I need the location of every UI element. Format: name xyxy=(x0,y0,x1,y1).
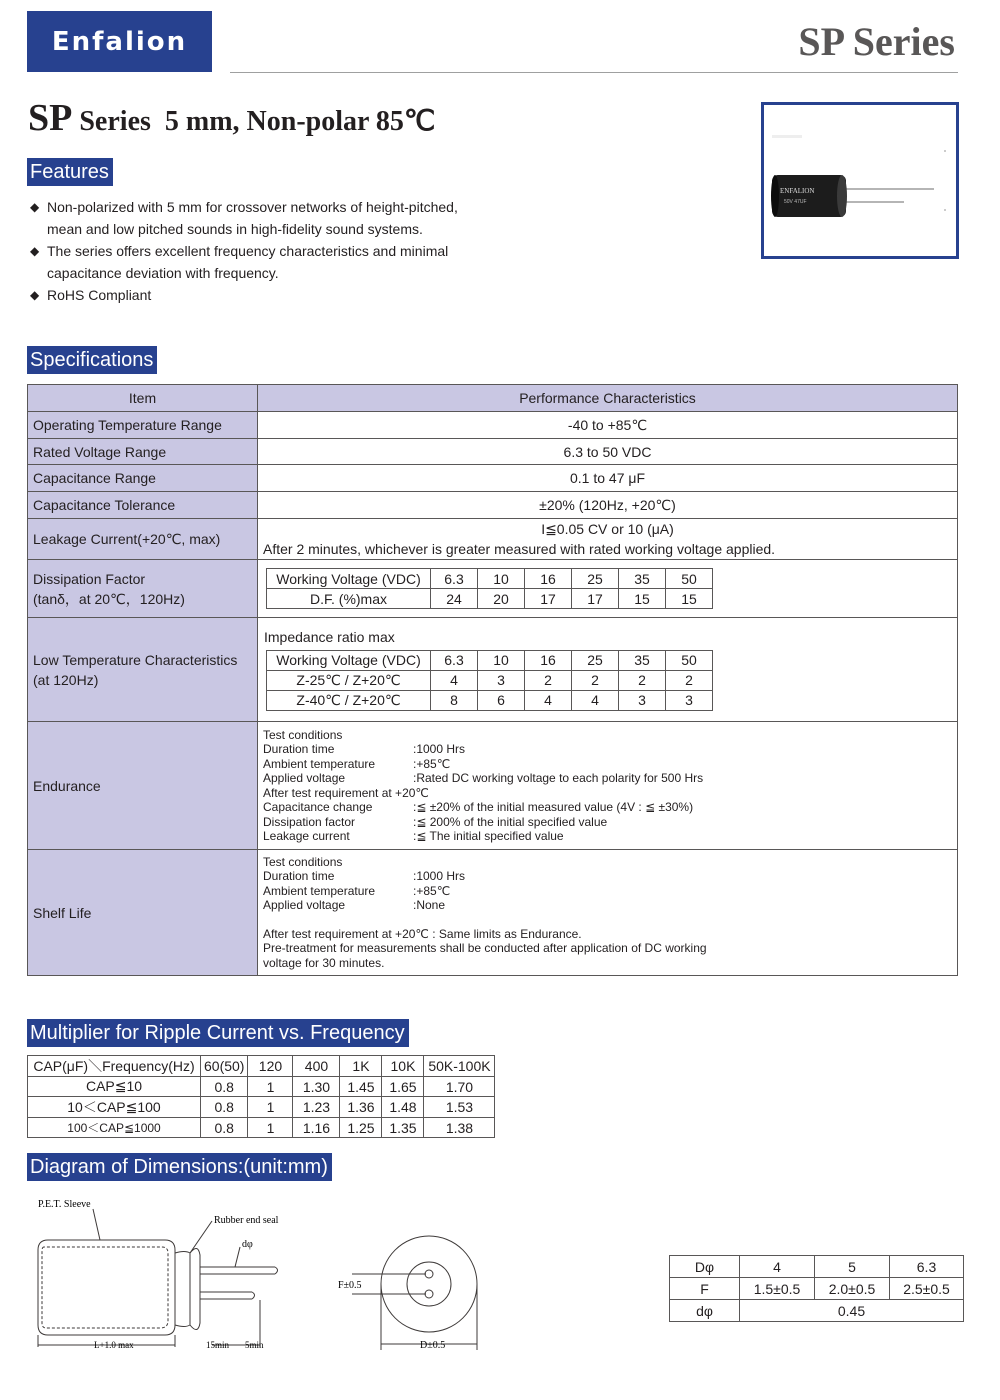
multiplier-cell: 1 xyxy=(248,1077,293,1097)
f-value-cell: 2.0±0.5 xyxy=(815,1278,890,1300)
operating-temp-value: -40 to +85℃ xyxy=(258,412,958,439)
dim-row xyxy=(670,1300,964,1322)
low-temp-label-line1: Low Temperature Characteristics xyxy=(33,651,238,668)
requirement-key: Capacitance change xyxy=(263,800,373,814)
frequency-cell: 50K-100K xyxy=(424,1056,495,1077)
voltage-cell: 6.3 xyxy=(431,650,478,670)
dd-value-cell: 0.45 xyxy=(740,1300,964,1322)
voltage-cell: 50 xyxy=(666,569,713,589)
header-divider xyxy=(230,72,958,73)
endurance-after: After test requirement at +20℃ xyxy=(263,785,429,800)
voltage-cell: 35 xyxy=(619,569,666,589)
photo-marking-value: 50V 47UF xyxy=(784,199,807,205)
lead-15min-label: 15min xyxy=(206,1340,230,1350)
leakage-formula: I≦0.05 CV or 10 (μA) xyxy=(541,521,674,537)
df-cell: 24 xyxy=(431,589,478,609)
spec-header-row xyxy=(28,385,958,412)
d-label-cell: Dφ xyxy=(670,1256,740,1278)
lead-5min-label: 5min xyxy=(245,1340,264,1350)
end-view-diagram xyxy=(330,1232,500,1362)
shelf-life-value xyxy=(258,850,958,976)
spec-row xyxy=(28,519,958,560)
specifications-heading: Specifications xyxy=(27,346,157,374)
shelf-life-note: Pre-treatment for measurements shall be conducted after application of DC working xyxy=(263,941,707,956)
multiplier-cell: 0.8 xyxy=(201,1097,248,1118)
cap-tolerance-label: Capacitance Tolerance xyxy=(28,492,258,519)
leakage-label: Leakage Current(+20℃, max) xyxy=(28,519,258,560)
dimensions-table xyxy=(669,1255,964,1322)
title-series-code: SP xyxy=(28,97,73,139)
subtable-row xyxy=(267,690,713,710)
f-spacing-label: F±0.5 xyxy=(338,1280,362,1291)
requirement-row xyxy=(263,829,957,844)
d-value-cell: 5 xyxy=(815,1256,890,1278)
spec-row xyxy=(28,618,958,722)
condition-value: :None xyxy=(413,898,446,913)
df-row-label: D.F. (%)max xyxy=(267,589,431,609)
condition-key: Duration time xyxy=(263,869,335,884)
impedance-caption: Impedance ratio max xyxy=(264,628,395,645)
condition-key: Applied voltage xyxy=(263,898,346,913)
subtable-row xyxy=(267,589,713,609)
multiplier-cell: 0.8 xyxy=(201,1118,248,1138)
cap-tolerance-value: ±20% (120Hz, +20℃) xyxy=(258,492,958,519)
series-label: SP Series xyxy=(798,19,955,64)
df-cell: 17 xyxy=(572,589,619,609)
d-value-cell: 4 xyxy=(740,1256,815,1278)
frequency-cell: 400 xyxy=(293,1056,340,1077)
dissipation-subtable xyxy=(266,568,713,609)
subtable-row xyxy=(267,650,713,670)
requirement-row xyxy=(263,800,957,815)
dim-row xyxy=(670,1278,964,1300)
spec-row xyxy=(28,412,958,439)
diamond-bullet-icon: ◆ xyxy=(30,244,40,258)
ripple-row xyxy=(28,1097,495,1118)
df-cell: 15 xyxy=(666,589,713,609)
shelf-life-note: After test requirement at +20℃ : Same limits as Endurance. xyxy=(263,926,582,941)
condition-value: :1000 Hrs xyxy=(413,869,466,884)
brand-logo: Enfalion xyxy=(27,11,212,72)
multiplier-cell: 1.48 xyxy=(382,1097,424,1118)
multiplier-cell: 1 xyxy=(248,1118,293,1138)
dd-label-cell: dφ xyxy=(670,1300,740,1322)
requirement-value: :≦ The initial specified value xyxy=(413,829,564,843)
cap-range-label: Capacitance Range xyxy=(28,465,258,492)
rated-voltage-value: 6.3 to 50 VDC xyxy=(258,439,958,465)
multiplier-cell: 1.35 xyxy=(382,1118,424,1138)
feature-item xyxy=(30,284,458,306)
dissipation-value xyxy=(258,560,958,618)
cap-cell: 100＜CAP≦1000 xyxy=(28,1118,201,1138)
dimensions-heading: Diagram of Dimensions:(unit:mm) xyxy=(27,1153,332,1181)
col-item-header: Item xyxy=(28,385,258,412)
frequency-cell: 10K xyxy=(382,1056,424,1077)
condition-value: :+85℃ xyxy=(413,883,451,898)
frequency-cell: 120 xyxy=(248,1056,293,1077)
ripple-row xyxy=(28,1077,495,1097)
multiplier-cell: 1 xyxy=(248,1097,293,1118)
requirement-key: Dissipation factor xyxy=(263,814,356,829)
spec-row xyxy=(28,492,958,519)
impedance-cell: 2 xyxy=(525,670,572,690)
voltage-cell: 10 xyxy=(478,569,525,589)
voltage-cell: 25 xyxy=(572,650,619,670)
voltage-cell: 16 xyxy=(525,650,572,670)
impedance-cell: 4 xyxy=(572,690,619,710)
impedance-row-label: Z-40℃ / Z+20℃ xyxy=(267,690,431,710)
multiplier-cell: 1.45 xyxy=(340,1077,382,1097)
feature-line: capacitance deviation with frequency. xyxy=(47,265,279,281)
subtable-row xyxy=(267,569,713,589)
cap-cell: CAP≦10 xyxy=(28,1077,201,1097)
features-list xyxy=(30,196,458,306)
subtable-row xyxy=(267,670,713,690)
low-temp-label-line2: (at 120Hz) xyxy=(33,671,99,688)
length-label: L+1.0 max xyxy=(94,1340,134,1350)
spec-row xyxy=(28,560,958,618)
photo-marking-brand: ENFALION xyxy=(780,187,815,195)
lead-diameter-label: dφ xyxy=(242,1239,253,1250)
df-cell: 15 xyxy=(619,589,666,609)
impedance-row-label: Z-25℃ / Z+20℃ xyxy=(267,670,431,690)
multiplier-cell: 1.38 xyxy=(424,1118,495,1138)
shelf-life-note: voltage for 30 minutes. xyxy=(263,955,385,970)
ripple-header-row xyxy=(28,1056,495,1077)
voltage-cell: 16 xyxy=(525,569,572,589)
df-cell: 20 xyxy=(478,589,525,609)
endurance-details xyxy=(263,728,957,844)
sleeve-label: P.E.T. Sleeve xyxy=(38,1199,91,1210)
page-title xyxy=(28,96,435,140)
leakage-note: After 2 minutes, whichever is greater measured with rated working voltage applied. xyxy=(263,541,776,557)
multiplier-cell: 1.36 xyxy=(340,1097,382,1118)
condition-key: Applied voltage xyxy=(263,771,346,785)
impedance-cell: 2 xyxy=(572,670,619,690)
ripple-table xyxy=(27,1055,495,1138)
capacitor-photo xyxy=(764,105,956,256)
multiplier-cell: 1.53 xyxy=(424,1097,495,1118)
feature-line: RoHS Compliant xyxy=(47,287,152,303)
shelf-life-heading: Test conditions xyxy=(263,854,343,869)
condition-value: :1000 Hrs xyxy=(413,742,466,756)
f-value-cell: 1.5±0.5 xyxy=(740,1278,815,1300)
requirement-value: :≦ ±20% of the initial measured value (4V : ≦ ±30%) xyxy=(413,800,694,814)
spec-row xyxy=(28,850,958,976)
multiplier-cell: 1.30 xyxy=(293,1077,340,1097)
f-label-cell: F xyxy=(670,1278,740,1300)
shelf-life-label: Shelf Life xyxy=(28,850,258,976)
multiplier-cell: 1.16 xyxy=(293,1118,340,1138)
feature-line: mean and low pitched sounds in high-fidelity sound systems. xyxy=(47,221,423,237)
condition-row xyxy=(263,869,957,884)
d-value-cell: 6.3 xyxy=(890,1256,964,1278)
endurance-label: Endurance xyxy=(28,722,258,850)
spec-row xyxy=(28,465,958,492)
features-heading: Features xyxy=(27,158,113,186)
voltage-cell: 50 xyxy=(666,650,713,670)
ripple-heading: Multiplier for Ripple Current vs. Frequency xyxy=(27,1019,409,1047)
impedance-cell: 6 xyxy=(478,690,525,710)
specifications-table xyxy=(27,384,958,976)
operating-temp-label: Operating Temperature Range xyxy=(28,412,258,439)
voltage-header-cell: Working Voltage (VDC) xyxy=(267,569,431,589)
product-photo-frame xyxy=(761,102,959,259)
feature-line: Non-polarized with 5 mm for crossover networks of height-pitched, xyxy=(47,199,458,215)
endurance-value xyxy=(258,722,958,850)
voltage-cell: 35 xyxy=(619,650,666,670)
impedance-cell: 3 xyxy=(666,690,713,710)
low-temp-label xyxy=(28,618,258,722)
cap-cell: 10＜CAP≦100 xyxy=(28,1097,201,1118)
multiplier-cell: 1.23 xyxy=(293,1097,340,1118)
dissipation-label-line1: Dissipation Factor xyxy=(33,570,146,587)
rated-voltage-label: Rated Voltage Range xyxy=(28,439,258,465)
impedance-cell: 3 xyxy=(619,690,666,710)
low-temp-subtable xyxy=(266,650,713,711)
impedance-cell: 2 xyxy=(666,670,713,690)
df-cell: 17 xyxy=(525,589,572,609)
cap-range-value: 0.1 to 47 μF xyxy=(258,465,958,492)
shelf-life-details xyxy=(263,855,957,971)
impedance-cell: 2 xyxy=(619,670,666,690)
dissipation-label xyxy=(28,560,258,618)
diamond-bullet-icon: ◆ xyxy=(30,288,40,302)
requirement-key: Leakage current xyxy=(263,829,350,843)
multiplier-cell: 1.25 xyxy=(340,1118,382,1138)
voltage-cell: 6.3 xyxy=(431,569,478,589)
feature-item xyxy=(30,196,458,240)
condition-row xyxy=(263,898,957,913)
col-performance-header: Performance Characteristics xyxy=(258,385,958,412)
condition-value: :+85℃ xyxy=(413,756,451,771)
endurance-heading: Test conditions xyxy=(263,727,343,742)
requirement-row xyxy=(263,815,957,830)
diamond-bullet-icon: ◆ xyxy=(30,200,40,214)
title-description: Series 5 mm, Non-polar 85℃ xyxy=(72,106,436,137)
frequency-cell: 60(50) xyxy=(201,1056,248,1077)
condition-row xyxy=(263,742,957,757)
requirement-value: :≦ 200% of the initial specified value xyxy=(413,814,608,829)
spec-row xyxy=(28,722,958,850)
frequency-cell: 1K xyxy=(340,1056,382,1077)
impedance-cell: 4 xyxy=(525,690,572,710)
multiplier-cell: 1.70 xyxy=(424,1077,495,1097)
impedance-cell: 4 xyxy=(431,670,478,690)
condition-key: Ambient temperature xyxy=(263,756,376,771)
condition-row xyxy=(263,757,957,772)
voltage-cell: 10 xyxy=(478,650,525,670)
d-diameter-label: D±0.5 xyxy=(420,1340,446,1351)
ripple-corner-cell: CAP(μF)＼Frequency(Hz) xyxy=(28,1056,201,1077)
impedance-cell: 8 xyxy=(431,690,478,710)
voltage-header-cell: Working Voltage (VDC) xyxy=(267,650,431,670)
low-temp-value xyxy=(258,618,958,722)
dim-row xyxy=(670,1256,964,1278)
voltage-cell: 25 xyxy=(572,569,619,589)
condition-value: :Rated DC working voltage to each polarity for 500 Hrs xyxy=(413,771,704,785)
f-value-cell: 2.5±0.5 xyxy=(890,1278,964,1300)
condition-row xyxy=(263,771,957,786)
spec-row xyxy=(28,439,958,465)
condition-key: Duration time xyxy=(263,742,335,756)
ripple-row xyxy=(28,1118,495,1138)
leakage-value xyxy=(258,519,958,560)
feature-line: The series offers excellent frequency characteristics and minimal xyxy=(47,243,449,259)
side-view-diagram xyxy=(30,1195,290,1360)
condition-row xyxy=(263,884,957,899)
impedance-cell: 3 xyxy=(478,670,525,690)
multiplier-cell: 0.8 xyxy=(201,1077,248,1097)
rubber-seal-label: Rubber end seal xyxy=(214,1215,279,1226)
multiplier-cell: 1.65 xyxy=(382,1077,424,1097)
dissipation-label-line2: (tanδ，at 20℃，120Hz) xyxy=(33,590,185,607)
feature-item xyxy=(30,240,458,284)
condition-key: Ambient temperature xyxy=(263,883,376,898)
